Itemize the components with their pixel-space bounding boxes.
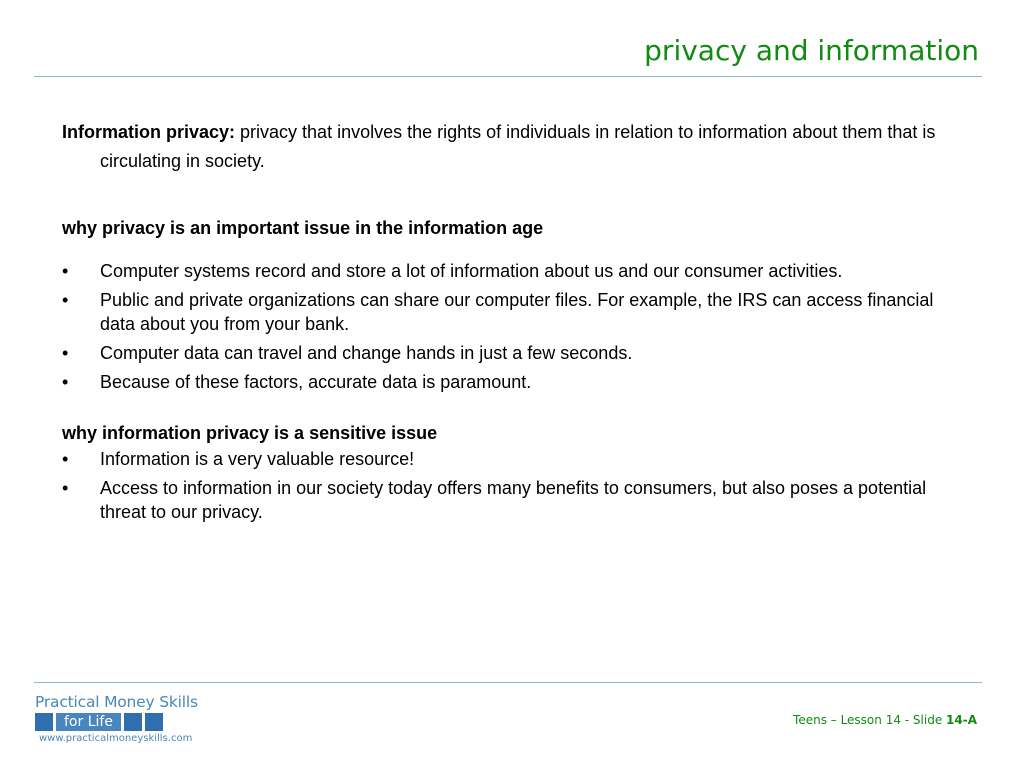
bullet-text: Access to information in our society today offers many benefits to consumers, but also poses a potential threat to our privacy.: [100, 478, 927, 522]
logo-for-life: for Life: [56, 713, 121, 731]
slide-footer: [793, 713, 977, 727]
bullet-text: Because of these factors, accurate data is paramount.: [100, 372, 532, 392]
section-heading-sensitivity: why information privacy is a sensitive issue: [62, 423, 438, 443]
definition-paragraph: [62, 118, 962, 176]
bullet-icon: •: [62, 478, 69, 498]
logo-title: Practical Money Skills: [35, 693, 198, 711]
section-heading-importance: why privacy is an important issue in the information age: [62, 218, 544, 238]
definition-text: privacy that involves the rights of individuals in relation to information about them that is circulating in society.: [100, 122, 936, 171]
sensitivity-bullet-list: [62, 447, 962, 524]
importance-bullet-list: [62, 259, 962, 394]
slide-body: [62, 118, 962, 529]
logo-url: www.practicalmoneyskills.com: [39, 733, 193, 744]
bottom-divider: [34, 682, 982, 683]
list-item: [62, 447, 962, 471]
bullet-icon: •: [62, 449, 69, 469]
list-item: [62, 341, 962, 365]
logo-square-icon: [145, 713, 163, 731]
bullet-icon: •: [62, 372, 69, 392]
footer-prefix: Teens – Lesson 14 - Slide: [793, 713, 947, 727]
logo-square-icon: [35, 713, 53, 731]
bullet-text: Computer systems record and store a lot of information about us and our consumer activities.: [100, 261, 843, 281]
bullet-text: Information is a very valuable resource!: [100, 449, 415, 469]
top-divider: [34, 76, 982, 77]
list-item: [62, 476, 962, 524]
slide-title: privacy and information: [644, 34, 979, 67]
bullet-icon: •: [62, 343, 69, 363]
definition-term: Information privacy:: [62, 122, 236, 142]
footer-slide-id: 14-A: [946, 713, 977, 727]
bullet-icon: •: [62, 290, 69, 310]
practical-money-skills-logo: [35, 692, 235, 748]
list-item: [62, 370, 962, 394]
logo-square-icon: [124, 713, 142, 731]
bullet-text: Public and private organizations can share our computer files. For example, the IRS can access financial data about you from your bank.: [100, 290, 934, 334]
logo-for-life-row: [35, 712, 235, 732]
bullet-text: Computer data can travel and change hands in just a few seconds.: [100, 343, 633, 363]
bullet-icon: •: [62, 261, 69, 281]
list-item: [62, 288, 962, 336]
list-item: [62, 259, 962, 283]
